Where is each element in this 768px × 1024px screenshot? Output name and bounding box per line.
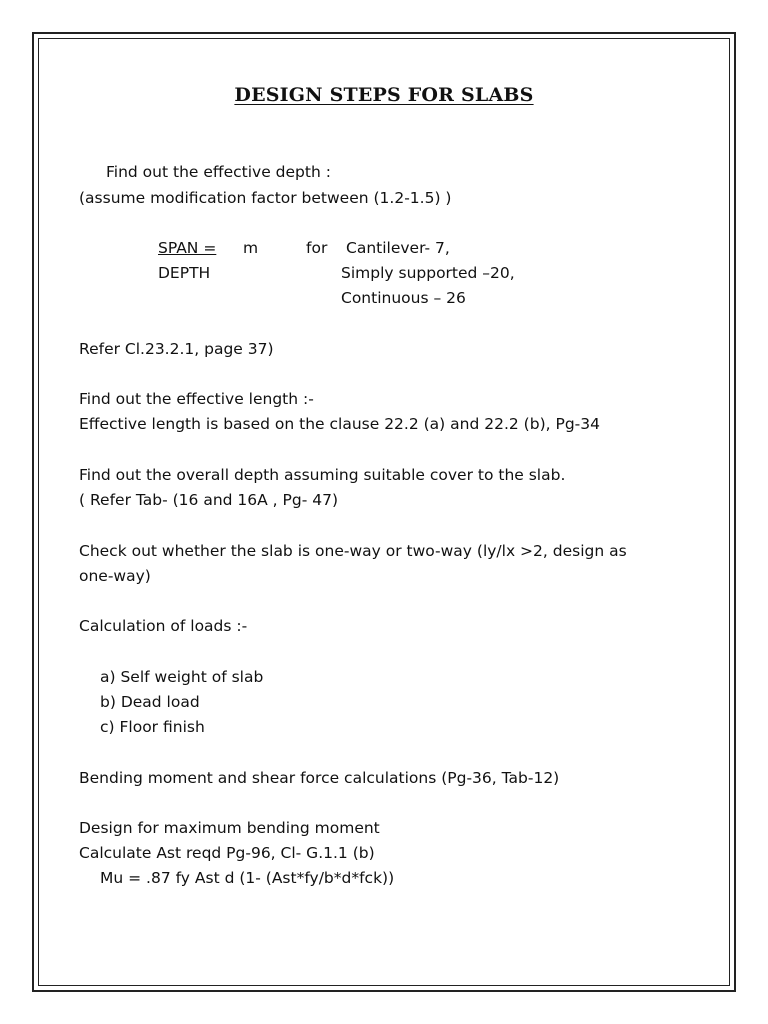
slab-type-line-1: Check out whether the slab is one-way or two-way (ly/lx >2, design as xyxy=(79,542,627,560)
effective-length-heading: Find out the effective length :- xyxy=(79,390,314,408)
loads-heading: Calculation of loads :- xyxy=(79,617,248,635)
for-label: for xyxy=(306,239,328,257)
effective-depth-heading: Find out the effective depth : xyxy=(106,163,331,181)
load-item: c) Floor finish xyxy=(100,718,205,736)
slab-type-line-2: one-way) xyxy=(79,567,151,585)
load-item: a) Self weight of slab xyxy=(100,668,264,686)
span-unit: m xyxy=(243,239,259,257)
page-title: DESIGN STEPS FOR SLABS xyxy=(234,84,534,106)
modification-factor-note: (assume modification factor between (1.2-1.5) ) xyxy=(79,189,452,207)
effective-length-text: Effective length is based on the clause 22.2 (a) and 22.2 (b), Pg-34 xyxy=(79,415,600,433)
span-label: SPAN = xyxy=(158,239,217,257)
max-moment-heading: Design for maximum bending moment xyxy=(79,819,380,837)
continuous-ratio: Continuous – 26 xyxy=(341,289,466,307)
simply-supported-ratio: Simply supported –20, xyxy=(341,264,515,282)
moment-shear-line: Bending moment and shear force calculations (Pg-36, Tab-12) xyxy=(79,769,560,787)
depth-label: DEPTH xyxy=(158,264,211,282)
overall-depth-reference: ( Refer Tab- (16 and 16A , Pg- 47) xyxy=(79,491,339,509)
clause-reference: Refer Cl.23.2.1, page 37) xyxy=(79,340,274,358)
ast-calculation: Calculate Ast reqd Pg-96, Cl- G.1.1 (b) xyxy=(79,844,375,862)
load-item: b) Dead load xyxy=(100,693,200,711)
moment-formula: Mu = .87 fy Ast d (1- (Ast*fy/b*d*fck)) xyxy=(100,869,395,887)
overall-depth-heading: Find out the overall depth assuming suitable cover to the slab. xyxy=(79,466,566,484)
cantilever-ratio: Cantilever- 7, xyxy=(346,239,450,257)
